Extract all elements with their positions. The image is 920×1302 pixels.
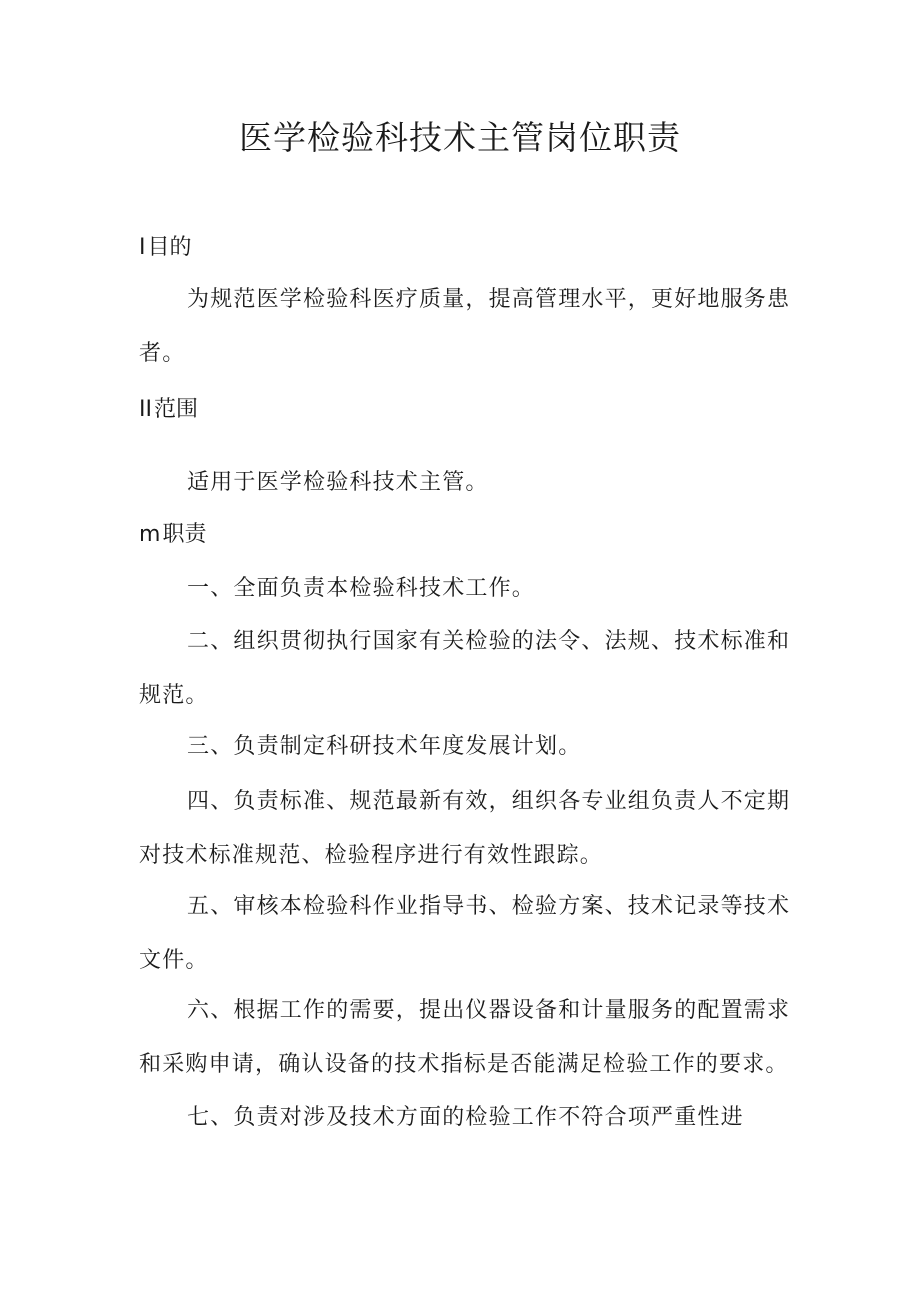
section-heading-label: 职责 — [162, 522, 207, 547]
paragraph-line: 适用于医学检验科技术主管。 — [187, 470, 489, 495]
section-number: I — [139, 235, 146, 260]
scope-paragraph — [139, 456, 799, 510]
duty-item-5 — [139, 880, 799, 988]
duty-line: 七、负责对涉及技术方面的检验工作不符合项严重性进 — [187, 1105, 744, 1130]
duty-item-1 — [139, 562, 799, 616]
duty-line: 二、组织贯彻执行国家有关检验的法令、法规、技术标准和 — [187, 629, 791, 654]
section-heading-label: 范围 — [153, 397, 198, 422]
duty-line: 文件。 — [139, 948, 209, 973]
purpose-paragraph — [139, 273, 799, 381]
section-number: II — [139, 397, 152, 422]
duty-item-6 — [139, 984, 799, 1092]
duty-item-7 — [139, 1091, 799, 1145]
duty-item-4 — [139, 775, 799, 883]
duty-line: 三、负责制定科研技术年度发展计划。 — [187, 734, 582, 759]
duty-line: 六、根据工作的需要，提出仪器设备和计量服务的配置需求 — [187, 998, 791, 1023]
section-heading-label: 目的 — [147, 235, 192, 260]
section-heading-scope — [139, 395, 198, 425]
paragraph-line: 者。 — [139, 341, 186, 366]
document-title: 医学检验科技术主管岗位职责 — [239, 118, 681, 157]
duty-line: 规范。 — [139, 683, 209, 708]
section-number: m — [139, 522, 161, 547]
duty-line: 四、负责标准、规范最新有效，组织各专业组负责人不定期 — [187, 789, 791, 814]
section-heading-duties — [139, 520, 206, 550]
duty-item-3 — [139, 720, 799, 774]
duty-line: 五、审核本检验科作业指导书、检验方案、技术记录等技术 — [187, 894, 791, 919]
duty-item-2 — [139, 615, 799, 723]
duty-line: 一、全面负责本检验科技术工作。 — [187, 576, 536, 601]
duty-line: 对技术标准规范、检验程序进行有效性跟踪。 — [139, 843, 604, 868]
duty-line: 和采购申请，确认设备的技术指标是否能满足检验工作的要求。 — [139, 1052, 789, 1077]
paragraph-line: 为规范医学检验科医疗质量，提高管理水平，更好地服务患 — [187, 287, 791, 312]
section-heading-purpose — [139, 233, 192, 263]
